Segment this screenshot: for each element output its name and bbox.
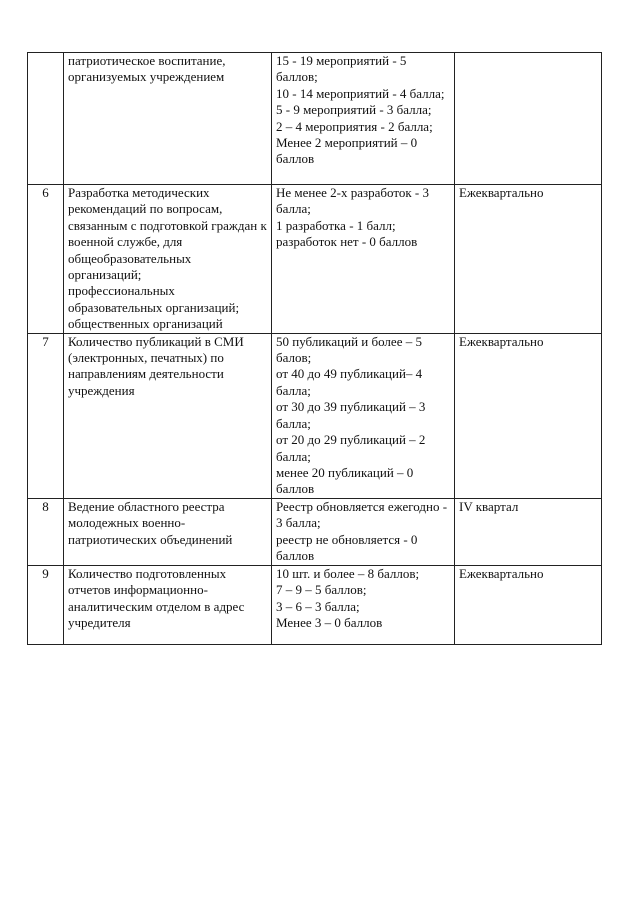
indicator-name: Разработка методических рекомендаций по вопросам, связанным с подготовкой граждан к военной службе, для общеобразовательных организаций; профессиональных образовательных организаций; общественных организаций [64, 185, 272, 334]
row-number [28, 53, 64, 185]
row-number: 9 [28, 565, 64, 644]
table-row [28, 498, 602, 565]
scoring-criteria: Не менее 2-х разработок - 3 балла; 1 разработка - 1 балл; разработок нет - 0 баллов [272, 185, 455, 334]
table-row [28, 53, 602, 185]
indicator-name: Ведение областного реестра молодежных военно-патриотических объединений [64, 498, 272, 565]
criteria-table [27, 52, 602, 645]
reporting-period: Ежеквартально [455, 185, 602, 334]
reporting-period: Ежеквартально [455, 565, 602, 644]
indicator-name: Количество подготовленных отчетов информационно-аналитическим отделом в адрес учредителя [64, 565, 272, 644]
reporting-period: Ежеквартально [455, 333, 602, 498]
reporting-period: IV квартал [455, 498, 602, 565]
indicator-name: патриотическое воспитание, организуемых учреждением [64, 53, 272, 185]
scoring-criteria: Реестр обновляется ежегодно - 3 балла; реестр не обновляется - 0 баллов [272, 498, 455, 565]
scoring-criteria: 15 - 19 мероприятий - 5 баллов; 10 - 14 мероприятий - 4 балла; 5 - 9 мероприятий - 3 балла; 2 – 4 мероприятия - 2 балла; Менее 2 мероприятий – 0 баллов [272, 53, 455, 185]
indicator-name: Количество публикаций в СМИ (электронных, печатных) по направлениям деятельности учреждения [64, 333, 272, 498]
table-row [28, 185, 602, 334]
table-row [28, 333, 602, 498]
row-number: 8 [28, 498, 64, 565]
table-row [28, 565, 602, 644]
row-number: 7 [28, 333, 64, 498]
row-number: 6 [28, 185, 64, 334]
scoring-criteria: 50 публикаций и более – 5 балов; от 40 до 49 публикаций– 4 балла; от 30 до 39 публикаций – 3 балла; от 20 до 29 публикаций – 2 балла; менее 20 публикаций – 0 баллов [272, 333, 455, 498]
reporting-period [455, 53, 602, 185]
scoring-criteria: 10 шт. и более – 8 баллов; 7 – 9 – 5 баллов; 3 – 6 – 3 балла; Менее 3 – 0 баллов [272, 565, 455, 644]
